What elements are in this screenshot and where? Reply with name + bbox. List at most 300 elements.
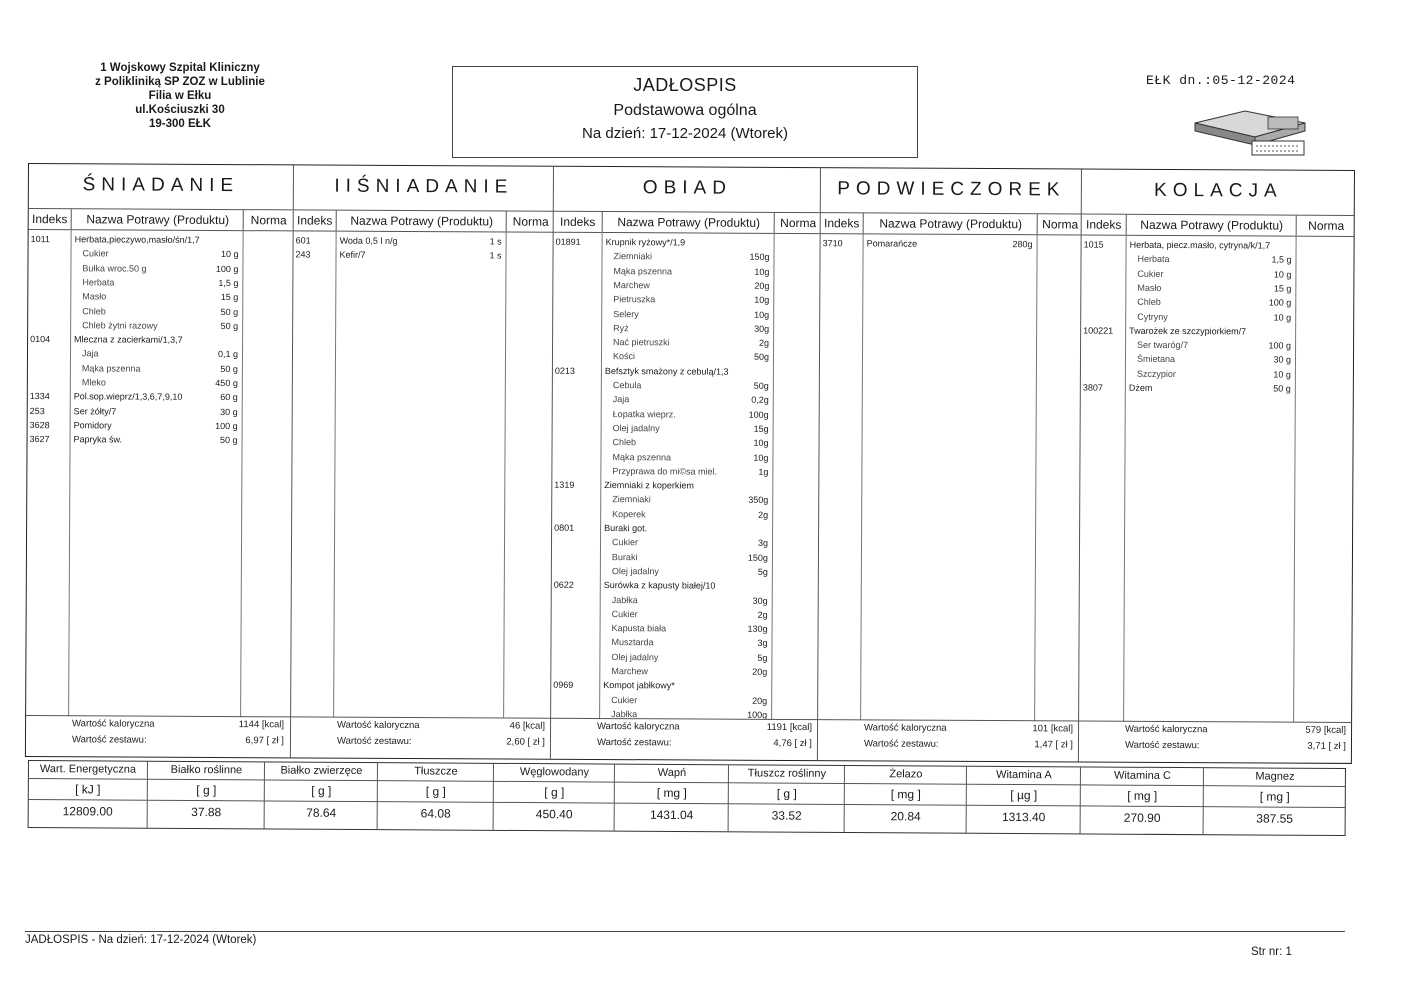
ingredient-name: Jaja — [81, 348, 99, 359]
nutrition-column — [264, 762, 378, 829]
ingredient-row — [28, 261, 292, 276]
dish-name: Buraki got. — [604, 523, 648, 534]
ingredient-row — [28, 275, 292, 290]
quantity: 5g — [757, 566, 768, 577]
quantity: 50g — [753, 352, 770, 363]
ingredient-row — [553, 349, 820, 364]
ingredient-row — [553, 263, 820, 278]
quantity: 2g — [758, 509, 769, 520]
quantity: 100g — [748, 409, 769, 420]
ingredient-name: Cukier — [611, 608, 638, 619]
nutrient-unit: [ mg ] — [615, 783, 729, 805]
nutrition-column — [728, 765, 845, 832]
name-header: Nazwa Potrawy (Produktu) — [1126, 215, 1297, 236]
cost-label: Wartość zestawu: — [863, 738, 939, 750]
page-number: Str nr: 1 — [1251, 946, 1292, 958]
nutrition-column — [377, 763, 494, 830]
ingredient-row — [552, 564, 819, 579]
cost-value: 4,76 [ zł ] — [773, 737, 812, 750]
quantity: 10 g — [1273, 269, 1292, 280]
quantity: 10g — [753, 452, 769, 463]
name-header: Nazwa Potrawy (Produktu) — [602, 212, 775, 233]
ingredient-name: Ser twaróg/7 — [1137, 339, 1189, 351]
ingredient-name: Chleb — [82, 305, 106, 316]
ingredient-name: Chleb — [1137, 296, 1161, 308]
quantity: 5g — [757, 652, 768, 663]
quantity: 10 g — [1273, 369, 1291, 380]
nutrition-column — [493, 764, 615, 831]
dish-row — [28, 432, 292, 447]
nutrient-name: Magnez — [1204, 768, 1346, 787]
ingredient-row — [552, 449, 819, 464]
column-headers — [554, 211, 821, 234]
dish-row — [821, 236, 1082, 251]
calorie-label: Wartość kaloryczna — [337, 719, 420, 732]
cost-label: Wartość zestawu: — [336, 735, 412, 748]
software-logo-icon — [1190, 103, 1310, 163]
ingredient-row — [1081, 280, 1354, 295]
meal-summary — [818, 719, 1079, 762]
ingredient-name: Kapusta biała — [611, 623, 667, 634]
ingredient-row — [28, 304, 292, 319]
ingredient-name: Cytryny — [1137, 311, 1168, 322]
quantity: 150g — [747, 552, 768, 563]
meal-title: KOLACJA — [1154, 179, 1283, 202]
ingredient-name: Cukier — [1137, 268, 1164, 279]
nutrient-name: Witamina C — [1081, 767, 1204, 786]
dish-row — [28, 389, 292, 404]
nutrition-column — [614, 765, 729, 832]
nutrient-unit: [ mg ] — [845, 784, 967, 806]
dish-name: Dżem — [1128, 382, 1153, 393]
dish-row — [1081, 323, 1354, 338]
ingredient-row — [553, 321, 820, 336]
cost-label: Wartość zestawu: — [71, 734, 147, 746]
norma-header: Norma — [243, 210, 294, 230]
nutrient-value: 1431.04 — [649, 807, 694, 823]
dish-name: Woda 0,5 l n/g — [339, 235, 398, 246]
quantity: 10 g — [220, 249, 239, 260]
nutrient-unit: [ g ] — [494, 782, 615, 804]
dish-index: 1319 — [554, 479, 575, 490]
quantity: 1 s — [489, 250, 502, 261]
dish-index: 0801 — [554, 522, 575, 533]
meal-summary — [1079, 721, 1352, 764]
nutrition-column — [1203, 768, 1346, 835]
ingredient-name: Chleb żytni razowy — [82, 320, 158, 331]
quantity: 30g — [754, 323, 770, 334]
nutrient-value: 78.64 — [306, 805, 337, 820]
ingredient-name: Pietruszka — [613, 294, 656, 305]
nutrient-value: 37.88 — [191, 804, 222, 820]
dish-index: 243 — [295, 249, 311, 260]
ingredient-row — [553, 335, 820, 350]
ingredient-name: Marchew — [613, 279, 650, 291]
quantity: 1 s — [489, 236, 502, 247]
ingredient-name: Cukier — [611, 694, 638, 705]
meal-column — [1078, 170, 1355, 763]
quantity: 10g — [754, 309, 770, 320]
name-header: Nazwa Potrawy (Produktu) — [71, 209, 244, 230]
meal-summary — [291, 716, 551, 759]
calorie-value: 1191 [kcal] — [766, 721, 813, 734]
page-title: JADŁOSPIS — [633, 75, 737, 95]
nutrient-value: 387.55 — [1256, 811, 1294, 826]
dish-name: Kompot jabłkowy* — [603, 680, 675, 691]
quantity: 30 g — [1273, 354, 1292, 366]
dish-row — [28, 418, 292, 433]
norma-header: Norma — [506, 212, 555, 232]
calorie-value: 1144 [kcal] — [238, 719, 285, 731]
column-divider — [860, 232, 864, 720]
diet-type: Podstawowa ogólna — [613, 102, 757, 119]
column-divider — [1034, 233, 1038, 721]
meal-summary — [26, 715, 290, 758]
quantity: 10g — [754, 294, 770, 306]
ingredient-row — [553, 435, 820, 450]
index-header: Indeks — [296, 213, 333, 228]
calorie-label: Wartość kaloryczna — [1125, 723, 1208, 736]
menu-table — [25, 163, 1355, 764]
dish-index: 100221 — [1083, 325, 1114, 336]
dish-name: Papryka św. — [73, 434, 123, 445]
quantity: 15g — [753, 423, 769, 434]
ingredient-row — [553, 306, 820, 321]
nutrient-name: Białko zwierzęce — [265, 762, 378, 781]
title-box — [452, 66, 918, 158]
nutrient-value: 64.08 — [420, 806, 451, 821]
quantity: 2g — [757, 609, 768, 620]
nutrient-name: Węglowodany — [494, 764, 615, 783]
quantity: 20g — [752, 666, 768, 677]
nutrient-unit: [ g ] — [729, 783, 845, 805]
cost-value: 3,71 [ zł ] — [1307, 740, 1346, 752]
nutrient-value: 270.90 — [1123, 810, 1161, 825]
ingredient-row — [28, 246, 292, 261]
nutrient-name: Wart. Energetyczna — [29, 761, 147, 780]
ingredient-name: Śmietana — [1136, 354, 1176, 365]
quantity: 280g — [1012, 239, 1033, 250]
ingredient-name: Szczypior — [1136, 368, 1176, 379]
ingredient-row — [28, 318, 292, 333]
quantity: 15 g — [1273, 283, 1292, 294]
meal-title: PODWIECZOREK — [837, 178, 1066, 201]
quantity: 50 g — [1273, 383, 1291, 394]
ingredient-row — [551, 635, 818, 650]
dish-name: Surówka z kapusty białej/10 — [603, 580, 716, 591]
dish-index: 0622 — [553, 579, 574, 591]
nutrient-unit: [ kJ ] — [29, 779, 147, 801]
dish-row — [551, 678, 818, 693]
dish-name: Mleczna z zacierkami/1,3,7 — [74, 334, 183, 345]
ingredient-name: Mąka pszenna — [612, 451, 672, 462]
dish-index: 253 — [29, 405, 45, 416]
quantity: 15 g — [220, 292, 239, 303]
calorie-label: Wartość kaloryczna — [864, 722, 947, 734]
nutrient-unit: [ g ] — [148, 780, 265, 802]
nutrient-name: Białko roślinne — [148, 762, 265, 781]
column-headers — [1082, 214, 1355, 237]
ingredient-name: Cukier — [611, 537, 639, 548]
dish-name: Ser żółty/7 — [73, 405, 117, 417]
ingredient-name: Chleb — [612, 437, 637, 448]
dish-name: Herbata, piecz.masło, cytryna/k/1,7 — [1129, 239, 1271, 251]
quantity: 60 g — [220, 392, 238, 403]
norma-header: Norma — [774, 213, 822, 233]
ingredient-row — [1081, 338, 1354, 353]
calorie-value: 101 [kcal] — [1032, 723, 1074, 735]
dish-index: 3807 — [1082, 382, 1103, 393]
quantity: 100 g — [215, 420, 238, 431]
meal-column — [26, 164, 293, 757]
hospital-street: ul.Kościuszki 30 — [135, 104, 225, 116]
calorie-label: Wartość kaloryczna — [597, 720, 680, 733]
nutrition-column — [147, 762, 265, 829]
dish-name: Pol.sop.wieprz/1,3,6,7,9,10 — [73, 391, 183, 403]
name-header: Nazwa Potrawy (Produktu) — [336, 211, 507, 232]
nutrient-name: Witamina A — [967, 767, 1081, 786]
quantity: 100 g — [215, 263, 239, 274]
ingredient-name: Selery — [613, 308, 639, 319]
ingredient-row — [28, 375, 292, 390]
ingredient-row — [552, 592, 819, 607]
dish-row — [1082, 238, 1355, 253]
ingredient-name: Łopatka wieprz. — [612, 408, 676, 419]
ingredient-name: Bułka wroc.50 g — [82, 262, 147, 274]
ingredient-row — [553, 421, 820, 436]
hospital-address — [60, 61, 300, 131]
index-header: Indeks — [1085, 217, 1122, 232]
quantity: 10g — [753, 437, 769, 449]
ingredient-row — [1081, 309, 1354, 324]
ingredient-row — [551, 692, 818, 707]
dish-name: Krupnik ryżowy*/1,9 — [605, 237, 686, 248]
dish-index: 3627 — [29, 434, 50, 445]
dish-name: Twarożek ze szczypiorkiem/7 — [1129, 325, 1247, 337]
hospital-branch: Filia w Ełku — [148, 90, 212, 102]
quantity: 1,5 g — [1271, 254, 1292, 265]
dish-name: Befsztyk smażony z cebulą/1,3 — [604, 365, 729, 377]
quantity: 450 g — [215, 377, 238, 389]
dish-index: 3710 — [822, 238, 843, 249]
ingredient-name: Cebula — [612, 380, 642, 391]
ingredient-name: Masło — [82, 291, 107, 302]
quantity: 2g — [759, 337, 770, 348]
column-headers — [29, 208, 293, 231]
dish-name: Herbata,pieczywo,masło/śn/1,7 — [74, 234, 200, 245]
dish-index: 0213 — [554, 365, 575, 376]
ingredient-name: Cukier — [82, 248, 109, 259]
ingredient-name: Mleko — [81, 377, 106, 388]
ingredient-row — [552, 506, 819, 521]
dish-index: 1011 — [30, 234, 50, 245]
ingredient-name: Ziemniaki — [612, 494, 651, 505]
meal-column — [550, 167, 821, 760]
dish-row — [553, 363, 820, 378]
ingredient-name: Herbata — [82, 277, 115, 288]
ingredient-name: Olej jadalny — [611, 651, 659, 662]
ingredient-name: Jaja — [612, 394, 630, 405]
hospital-name: 1 Wojskowy Szpital Kliniczny — [100, 62, 260, 74]
nutrient-value: 20.84 — [890, 809, 921, 824]
quantity: 1g — [758, 466, 769, 477]
norma-header: Norma — [1037, 214, 1083, 234]
dish-index: 1334 — [29, 391, 50, 402]
ingredient-row — [1081, 252, 1354, 267]
quantity: 30g — [752, 595, 768, 606]
footer-text: JADŁOSPIS - Na dzień: 17-12-2024 (Wtorek) — [25, 934, 257, 946]
column-divider — [503, 231, 507, 719]
dish-index: 601 — [295, 235, 311, 246]
ingredient-name: Mąka pszenna — [613, 265, 673, 276]
nutrient-name: Tłuszcz roślinny — [729, 765, 845, 784]
dish-index: 0104 — [30, 334, 51, 345]
quantity: 10g — [754, 266, 770, 277]
nutrient-unit: [ mg ] — [1081, 785, 1204, 807]
ingredient-row — [552, 492, 819, 507]
nutrient-value: 33.52 — [771, 808, 802, 823]
nutrition-table — [28, 760, 1346, 836]
dish-name: Ziemniaki z koperkiem — [604, 480, 694, 491]
dish-row — [552, 478, 819, 493]
nutrient-value: 12809.00 — [62, 804, 113, 819]
column-divider — [333, 230, 337, 718]
ingredient-row — [551, 664, 818, 679]
ingredient-name: Jabłka — [611, 594, 638, 605]
cost-label: Wartość zestawu: — [596, 736, 672, 749]
ingredient-name: Mąka pszenna — [81, 362, 141, 374]
dish-row — [29, 232, 293, 247]
nutrition-column — [1080, 767, 1204, 834]
quantity: 100 g — [1268, 340, 1292, 351]
cost-value: 6,97 [ zł ] — [245, 735, 285, 747]
ingredient-name: Herbata — [1137, 254, 1170, 265]
cost-label: Wartość zestawu: — [1124, 739, 1200, 752]
ingredient-row — [28, 289, 292, 304]
ingredient-row — [553, 249, 820, 264]
quantity: 3g — [757, 638, 768, 649]
quantity: 30 g — [220, 406, 238, 417]
ingredient-name: Musztarda — [611, 637, 654, 648]
quantity: 50 g — [220, 363, 238, 374]
ingredient-name: Koperek — [612, 508, 646, 519]
index-header: Indeks — [823, 216, 860, 231]
meal-title: IIŚNIADANIE — [334, 175, 514, 198]
ingredient-name: Marchew — [611, 666, 648, 677]
calorie-value: 46 [kcal] — [509, 720, 546, 732]
ingredient-row — [552, 607, 819, 622]
ingredient-row — [552, 549, 819, 564]
ingredient-name: Olej jadalny — [612, 422, 660, 434]
quantity: 3g — [757, 538, 769, 549]
ingredient-name: Przyprawa do mi©sa miel. — [612, 465, 718, 477]
dish-name: Pomarańcze — [866, 238, 918, 249]
nutrient-name: Wapń — [615, 765, 729, 784]
meal-title: ŚNIADANIE — [82, 174, 240, 197]
dish-row — [293, 248, 553, 263]
dish-row — [28, 404, 292, 419]
ingredient-row — [1081, 352, 1354, 367]
menu-date: Na dzień: 17-12-2024 (Wtorek) — [582, 125, 788, 142]
ingredient-row — [553, 392, 820, 407]
quantity: 50g — [753, 380, 769, 391]
name-header: Nazwa Potrawy (Produktu) — [863, 213, 1038, 234]
nutrient-value: 450.40 — [535, 807, 573, 822]
hospital-city: 19-300 EŁK — [148, 118, 211, 130]
ingredient-row — [1081, 266, 1354, 281]
nutrition-column — [844, 766, 967, 833]
quantity: 130g — [747, 623, 768, 634]
ingredient-row — [553, 406, 820, 421]
norma-header: Norma — [1296, 216, 1356, 236]
nutrient-unit: [ g ] — [378, 781, 494, 803]
ingredient-name: Olej jadalny — [611, 565, 659, 577]
column-headers — [821, 212, 1082, 235]
ingredient-name: Buraki — [611, 551, 638, 562]
nutrient-unit: [ mg ] — [1204, 786, 1346, 808]
cost-value: 2,60 [ zł ] — [506, 736, 546, 748]
dish-index: 1015 — [1083, 239, 1104, 250]
dish-row — [294, 233, 554, 248]
quantity: 50 g — [220, 306, 239, 317]
quantity: 50 g — [219, 435, 238, 446]
ingredient-row — [28, 346, 292, 361]
hospital-affiliation: z Polikliniką SP ZOZ w Lublinie — [95, 76, 265, 88]
ingredient-name: Jabłka — [611, 708, 638, 720]
quantity: 10 g — [1273, 312, 1292, 323]
index-header: Indeks — [559, 214, 596, 229]
quantity: 0,2g — [751, 395, 769, 406]
dish-row — [1081, 381, 1354, 396]
quantity: 100 g — [1268, 297, 1292, 308]
column-headers — [294, 209, 554, 232]
quantity: 20g — [752, 695, 768, 706]
nutrient-name: Tłuszcze — [378, 763, 494, 782]
ingredient-row — [552, 621, 819, 636]
ingredient-row — [28, 361, 292, 376]
quantity: 20g — [754, 280, 770, 291]
ingredient-row — [552, 535, 819, 550]
dish-index: 3628 — [29, 419, 50, 431]
ingredient-name: Nać pietruszki — [613, 337, 670, 348]
nutrition-column — [966, 767, 1081, 834]
meal-title: OBIAD — [642, 177, 732, 199]
ingredient-row — [1081, 295, 1354, 310]
quantity: 100g — [747, 709, 768, 720]
nutrient-unit: [ g ] — [265, 780, 378, 802]
dish-row — [552, 578, 819, 593]
index-header: Indeks — [31, 212, 68, 227]
nutrition-column — [29, 761, 147, 828]
cost-value: 1,47 [ zł ] — [1034, 739, 1073, 751]
nutrient-name: Żelazo — [845, 766, 967, 785]
quantity: 150g — [749, 252, 770, 263]
nutrient-unit: [ µg ] — [967, 785, 1081, 807]
calorie-value: 579 [kcal] — [1305, 724, 1347, 736]
dish-name: Kefir/7 — [339, 249, 366, 261]
dish-row — [554, 235, 821, 250]
quantity: 50 g — [220, 320, 239, 331]
dish-row — [28, 332, 292, 347]
dish-index: 01891 — [555, 236, 581, 247]
nutrient-value: 1313.40 — [1001, 809, 1046, 825]
footer-divider — [25, 931, 1345, 932]
quantity: 0,1 g — [217, 349, 239, 360]
ingredient-row — [552, 464, 819, 479]
quantity: 1,5 g — [218, 277, 239, 288]
ingredient-row — [553, 278, 820, 293]
dish-name: Pomidory — [73, 420, 112, 431]
